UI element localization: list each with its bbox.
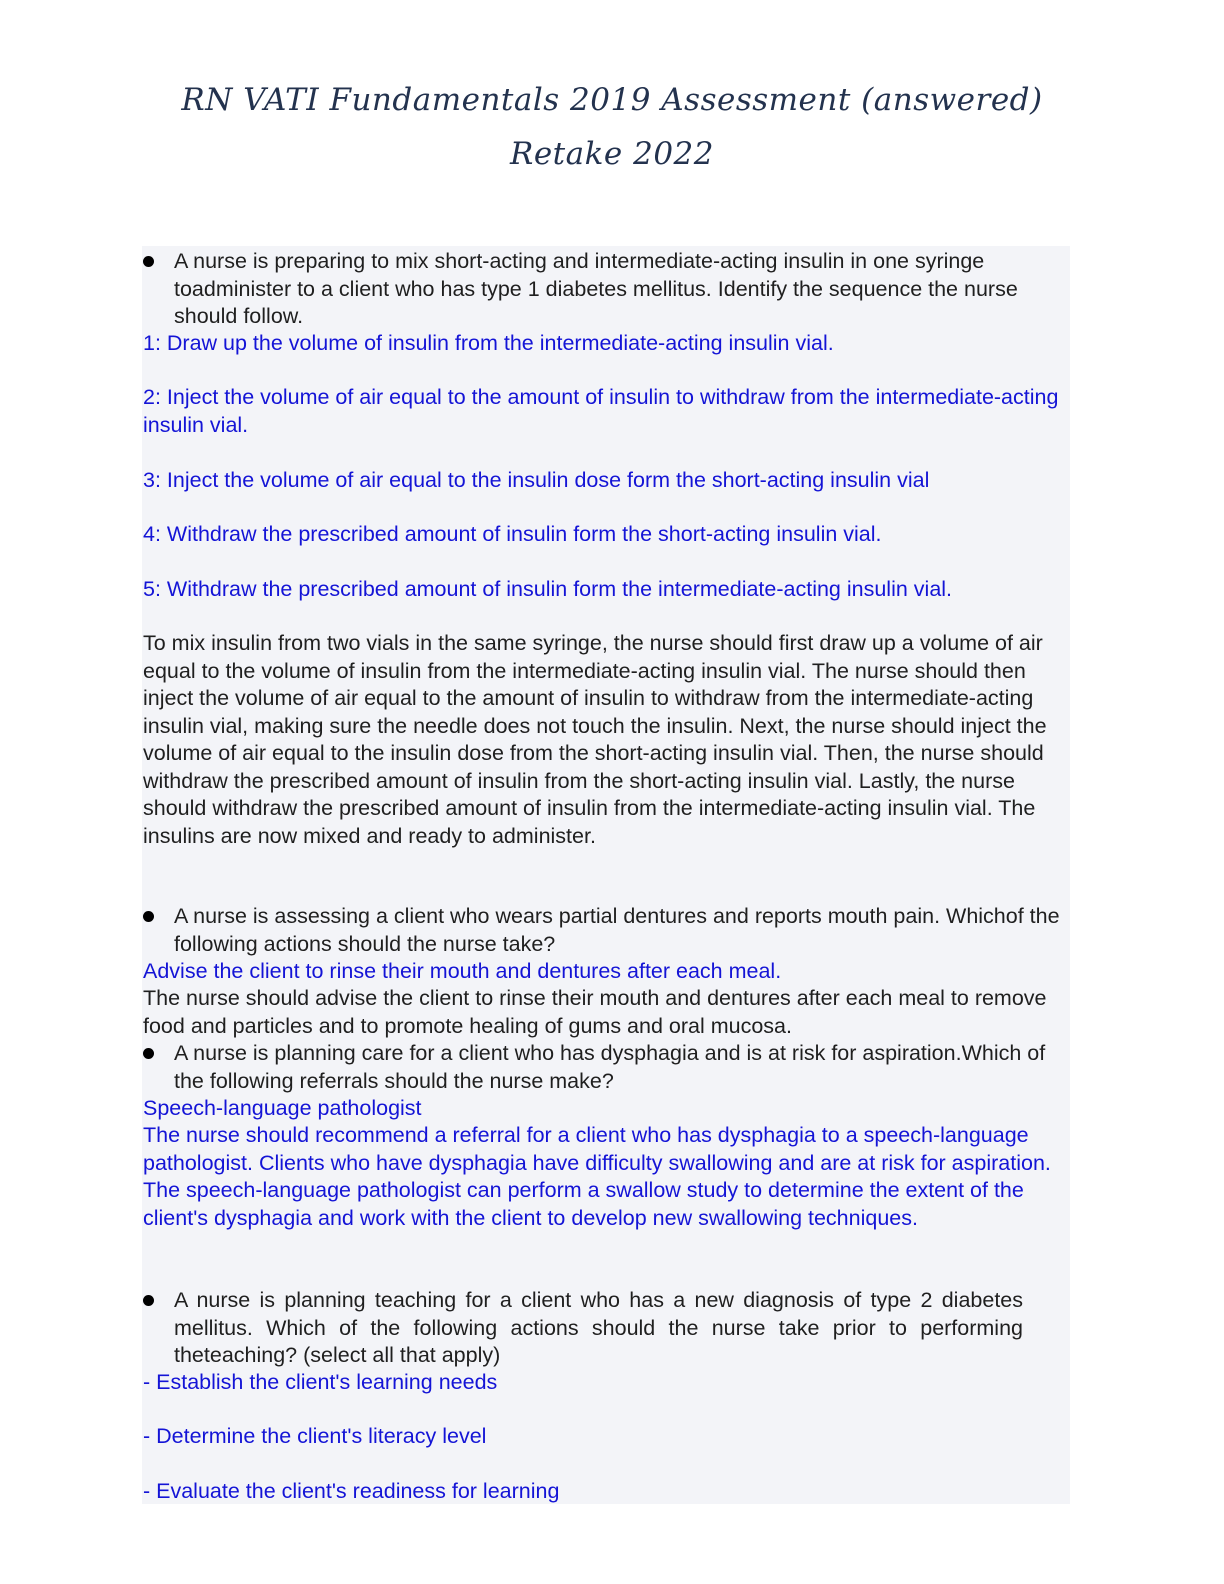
question-3 [143,1040,1068,1095]
q3-answer: Speech-language pathologist [143,1096,422,1120]
q1-step-2: 2: Inject the volume of air equal to the amount of insulin to withdraw from the intermediate-acting insulin vial. [143,385,1059,437]
bullet-icon [143,1295,154,1306]
document-title-line-1: RN VATI Fundamentals 2019 Assessment (answered) [181,82,1043,118]
q1-step-5: 5: Withdraw the prescribed amount of insulin form the intermediate-acting insulin vial. [143,577,953,601]
q1-step-1: 1: Draw up the volume of insulin from the intermediate-acting insulin vial. [143,331,834,355]
q1-step-4: 4: Withdraw the prescribed amount of insulin form the short-acting insulin vial. [143,522,882,546]
q2-rationale: The nurse should advise the client to rinse their mouth and dentures after each meal to remove food and particles and to promote healing of gums and oral mucosa. [143,986,1047,1038]
question-3-text: A nurse is planning care for a client who has dysphagia and is at risk for aspiration.Which of the following referrals should the nurse make? [174,1041,1046,1093]
question-4-text: A nurse is planning teaching for a client who has a new diagnosis of type 2 diabetes mellitus. Which of the following actions should the nurse take prior to performing theteaching? (select all that apply) [174,1288,1023,1367]
q1-rationale: To mix insulin from two vials in the same syringe, the nurse should first draw up a volume of air equal to the volume of insulin from the intermediate-acting insulin vial. The nurse should then inject the volume of air equal to the amount of insulin to withdraw from the intermediate-acting insulin vial, making sure the needle does not touch the insulin. Next, the nurse should inject the volume of air equal to the insulin dose from the short-acting insulin vial. Then, the nurse should withdraw the prescribed amount of insulin from the short-acting insulin vial. Lastly, the nurse should withdraw the prescribed amount of insulin from the intermediate-acting insulin vial. The insulins are now mixed and ready to administer. [143,631,1047,848]
document-title-line-2: Retake 2022 [509,136,714,172]
q1-step-3: 3: Inject the volume of air equal to the insulin dose form the short-acting insulin vial [143,468,930,492]
bullet-icon [143,1048,154,1059]
q2-answer: Advise the client to rinse their mouth and dentures after each meal. [143,959,782,983]
q4-answer-2: - Determine the client's literacy level [143,1424,487,1448]
question-2 [143,903,1068,958]
question-2-text: A nurse is assessing a client who wears partial dentures and reports mouth pain. Whichof the following actions should the nurse take? [174,904,1060,956]
bullet-icon [143,911,154,922]
q4-answer-1: - Establish the client's learning needs [143,1370,498,1394]
question-1 [143,248,1068,331]
bullet-icon [143,256,154,267]
question-4 [143,1287,1068,1370]
q4-answer-3: - Evaluate the client's readiness for learning [143,1479,560,1503]
question-1-text: A nurse is preparing to mix short-acting and intermediate-acting insulin in one syringe toadminister to a client who has type 1 diabetes mellitus. Identify the sequence the nurse should follow. [174,249,1018,328]
q3-rationale: The nurse should recommend a referral for a client who has dysphagia to a speech-language pathologist. Clients who have dysphagia have difficulty swallowing and are at risk for aspiration. The speech-language pathologist can perform a swallow study to determine the extent of the client's dysphagia and work with the client to develop new swallowing techniques. [143,1123,1051,1230]
